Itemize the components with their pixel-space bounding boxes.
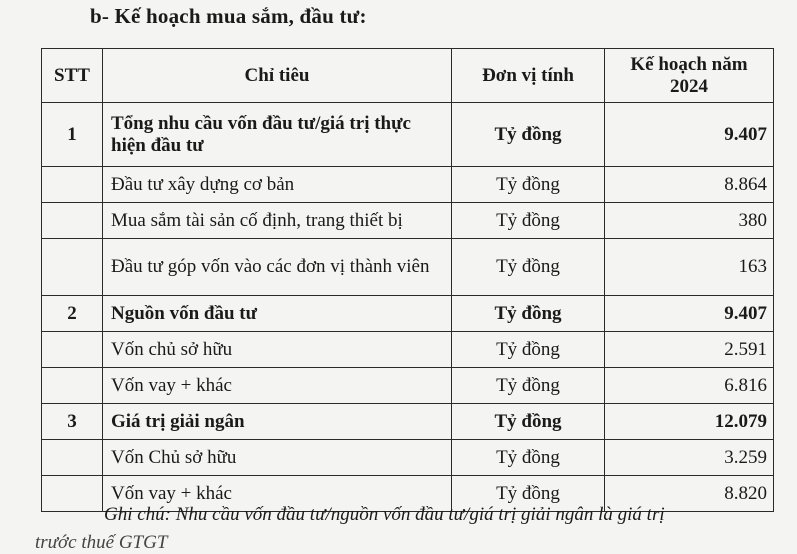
table-row bbox=[42, 296, 774, 332]
table-row bbox=[42, 203, 774, 239]
row-value: 8.820 bbox=[605, 476, 774, 512]
header-plan-line1: Kế hoạch năm bbox=[630, 53, 748, 75]
row-value: 12.079 bbox=[605, 404, 774, 440]
row-unit: Tỷ đồng bbox=[452, 440, 605, 476]
row-stt bbox=[42, 203, 103, 239]
row-unit: Tỷ đồng bbox=[452, 368, 605, 404]
header-stt: STT bbox=[42, 49, 103, 103]
row-stt: 1 bbox=[42, 103, 103, 167]
row-value: 9.407 bbox=[605, 296, 774, 332]
header-plan bbox=[605, 49, 774, 103]
row-name: Mua sắm tài sản cố định, trang thiết bị bbox=[103, 203, 452, 239]
row-stt bbox=[42, 332, 103, 368]
table-row bbox=[42, 332, 774, 368]
row-unit: Tỷ đồng bbox=[452, 167, 605, 203]
table-row bbox=[42, 404, 774, 440]
table-header-row bbox=[42, 49, 774, 103]
row-stt bbox=[42, 440, 103, 476]
row-name: Đầu tư xây dựng cơ bản bbox=[103, 167, 452, 203]
table-row bbox=[42, 440, 774, 476]
row-name: Vốn chủ sở hữu bbox=[103, 332, 452, 368]
row-stt bbox=[42, 368, 103, 404]
header-plan-line2: 2024 bbox=[670, 75, 708, 97]
row-name: Giá trị giải ngân bbox=[103, 404, 452, 440]
row-unit: Tỷ đồng bbox=[452, 476, 605, 512]
row-stt: 2 bbox=[42, 296, 103, 332]
row-value: 163 bbox=[605, 239, 774, 296]
table-row bbox=[42, 368, 774, 404]
row-unit: Tỷ đồng bbox=[452, 404, 605, 440]
header-name: Chỉ tiêu bbox=[103, 49, 452, 103]
table-row bbox=[42, 239, 774, 296]
row-stt: 3 bbox=[42, 404, 103, 440]
row-name: Tổng nhu cầu vốn đầu tư/giá trị thực hiện đầu tư bbox=[103, 103, 452, 167]
table-row bbox=[42, 103, 774, 167]
section-heading: b- Kế hoạch mua sắm, đầu tư: bbox=[90, 4, 367, 28]
row-unit: Tỷ đồng bbox=[452, 203, 605, 239]
row-value: 9.407 bbox=[605, 103, 774, 167]
row-name: Đầu tư góp vốn vào các đơn vị thành viên bbox=[103, 239, 452, 296]
row-unit: Tỷ đồng bbox=[452, 332, 605, 368]
row-name: Vốn Chủ sở hữu bbox=[103, 440, 452, 476]
header-unit: Đơn vị tính bbox=[452, 49, 605, 103]
row-unit: Tỷ đồng bbox=[452, 103, 605, 167]
row-name: Vốn vay + khác bbox=[103, 476, 452, 512]
row-stt bbox=[42, 239, 103, 296]
row-unit: Tỷ đồng bbox=[452, 239, 605, 296]
row-name: Vốn vay + khác bbox=[103, 368, 452, 404]
row-name: Nguồn vốn đầu tư bbox=[103, 296, 452, 332]
row-value: 6.816 bbox=[605, 368, 774, 404]
row-stt bbox=[42, 167, 103, 203]
row-value: 2.591 bbox=[605, 332, 774, 368]
footnote: Ghi chú: Nhu cầu vốn đầu tư/nguồn vốn đầu tư/giá trị giải ngân là giá trị bbox=[104, 504, 665, 525]
row-unit: Tỷ đồng bbox=[452, 296, 605, 332]
table-row bbox=[42, 167, 774, 203]
investment-plan-table bbox=[41, 48, 774, 512]
footnote-continuation: trước thuế GTGT bbox=[35, 532, 168, 553]
row-value: 380 bbox=[605, 203, 774, 239]
row-value: 8.864 bbox=[605, 167, 774, 203]
row-value: 3.259 bbox=[605, 440, 774, 476]
row-stt bbox=[42, 476, 103, 512]
